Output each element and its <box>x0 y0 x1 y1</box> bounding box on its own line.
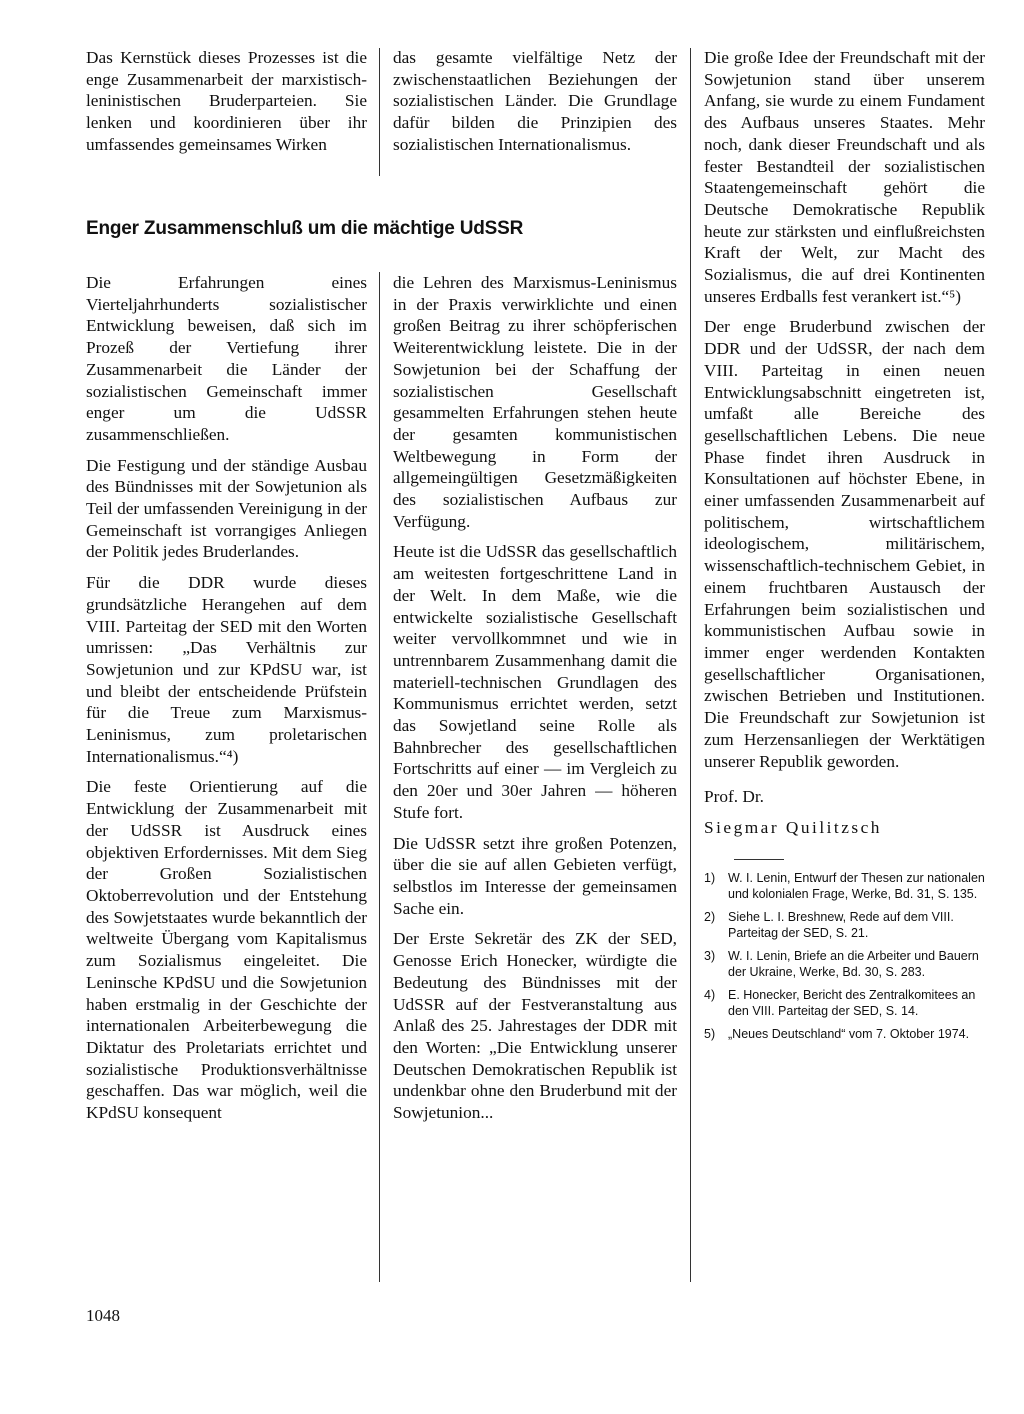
paragraph: Der enge Bruderbund zwischen der DDR und der UdSSR, der nach dem VIII. Parteitag in einen neuen Entwicklungsabschnitt eingetreten ist, umfaßt alle Bereiche des gesellschaftlichen Lebens. Die neue Phase findet ihren Ausdruck in Konsultationen auf höchster Ebene, in einer umfassenden Zusammenarbeit auf politischem, wirtschaftlichem ideologischem, militärischem, wissenschaftlich-technischem Gebiet, in einem fruchtbaren Austausch der Erfahrungen beim sozialistischen und kommunistischen Aufbau sowie in immer enger werdenden Kontakten gesellschaftlicher Organisationen, zwischen Betrieben und Institutionen. Die Freundschaft zur Sowjetunion ist zum Herzensanliegen der Werktätigen unserer Republik geworden. <box>704 317 985 771</box>
footnote-mark: 3) <box>704 948 716 963</box>
paragraph: Heute ist die UdSSR das gesellschaftlich am weitesten fortgeschrittene Land in der Welt. In dem Maße, wie die entwickelte sozialistische Gesellschaft weiter vervollkommnet und wie in untrennbarem Zusammenhang damit die materiell-technischen Grundlagen des Kommunismus errichtet werden, setzt das Sowjetland seine Rolle als Bahnbrecher des gesellschaftlichen Fortschritts auf einer — im Vergleich zu den 20er und 30er Jahren — höheren Stufe fort. <box>393 542 677 822</box>
footnote-text: W. I. Lenin, Briefe an die Arbeiter und Bauern der Ukraine, Werke, Bd. 30, S. 283. <box>728 948 979 979</box>
author-name: Siegmar Quilitzsch <box>704 817 882 837</box>
footnote-text: Siehe L. I. Breshnew, Rede auf dem VIII. Parteitag der SED, S. 21. <box>728 909 954 940</box>
footnote <box>704 870 985 902</box>
paragraph: Die große Idee der Freundschaft mit der Sowjetunion stand über unserem Anfang, sie wurde zu einem Fundament des Aufbaus unseres Staates. Mehr noch, dank dieser Freundschaft und als fester Bestandteil der sozialistischen Staatengemeinschaft gehört die Deutsche Demokratische Republik heute zur stärksten und einflußreichsten Kraft der Welt, zur Macht des Sozialismus, die auf drei Kontinenten unseres Erdballs fest verankert ist.“⁵) <box>704 48 985 306</box>
footnote-text: W. I. Lenin, Entwurf der Thesen zur nationalen und kolonialen Frage, Werke, Bd. 31, S. 135. <box>728 870 985 901</box>
footnote-mark: 2) <box>704 909 716 924</box>
body-col3 <box>704 47 985 1049</box>
footnote-text: „Neues Deutschland“ vom 7. Oktober 1974. <box>728 1026 970 1041</box>
paragraph: Der Erste Sekretär des ZK der SED, Genosse Erich Honecker, würdigte die Bedeutung des Bündnisses mit der UdSSR auf der Festveranstaltung aus Anlaß des 25. Jahrestages der DDR mit den Worten: „Die Entwicklung unserer Deutschen Demokratischen Republik ist undenkbar ohne den Bruderbund mit der Sowjetunion... <box>393 929 677 1123</box>
section-heading: Enger Zusammenschluß um die mächtige UdSSR <box>86 218 524 239</box>
footnote <box>704 987 985 1019</box>
paragraph: Die Erfahrungen eines Vierteljahrhunderts sozialistischer Entwicklung beweisen, daß sich im Prozeß der Vertiefung ihrer Zusammenarbeit die Länder der sozialistischen Gemeinschaft immer enger um die UdSSR zusammenschließen. <box>86 273 367 444</box>
page-number: 1048 <box>86 1306 120 1325</box>
paragraph: Die Festigung und der ständige Ausbau des Bündnisses mit der Sowjetunion als Teil der umfassenden Vereinigung in der Gemeinschaft ist vorrangiges Anliegen der Politik jedes Bruderlandes. <box>86 455 367 562</box>
footnote-mark: 1) <box>704 870 716 885</box>
top-col2 <box>393 47 677 165</box>
footnote-mark: 4) <box>704 987 716 1002</box>
top-col1 <box>86 47 367 165</box>
paragraph: Für die DDR wurde dieses grundsätzliche Herangehen auf dem VIII. Parteitag der SED mit den Worten umrissen: „Das Verhältnis zur Sowjetunion und zur KPdSU war, ist und bleibt der entscheidende Prüfstein für die Treue zum Marxismus-Leninismus, zum proletarischen Internationalismus.“⁴) <box>86 573 367 766</box>
column-divider <box>379 272 380 1282</box>
paragraph: Das Kernstück dieses Prozesses ist die enge Zusammenarbeit der marxistisch-leninistischen Bruderparteien. Sie lenken und koordinieren über ihr umfassendes gemeinsames Wirken <box>86 48 367 154</box>
footnote <box>704 1026 985 1042</box>
footnote-rule <box>734 859 784 860</box>
column-divider <box>690 48 691 1282</box>
body-col2 <box>393 272 677 1133</box>
paragraph: das gesamte vielfältige Netz der zwischenstaatlichen Beziehungen der sozialistischen Länder. Die Grundlage dafür bilden die Prinzipien des sozialistischen Internationalismus. <box>393 48 677 154</box>
footnote <box>704 909 985 941</box>
body-col1 <box>86 272 367 1133</box>
footnote-mark: 5) <box>704 1026 716 1041</box>
column-divider <box>379 48 380 176</box>
paragraph: die Lehren des Marxismus-Leninismus in der Praxis verwirklichte und einen großen Beitrag zu ihrer schöpferischen Weiterentwicklung leistete. Die in der Sowjetunion bei der Schaffung der sozialistischen Gesellschaft gesammelten Erfahrungen stehen heute der gesamten kommunistischen Weltbewegung in Form der allgemeingültigen Gesetzmäßigkeiten des sozialistischen Aufbaus zur Verfügung. <box>393 273 677 531</box>
author-title: Prof. Dr. <box>704 787 765 807</box>
footnote-text: E. Honecker, Bericht des Zentralkomitees an den VIII. Parteitag der SED, S. 14. <box>728 987 976 1018</box>
paragraph: Die feste Orientierung auf die Entwicklung der Zusammenarbeit mit der UdSSR ist Ausdruck eines objektiven Erfordernisses. Mit dem Sieg der Großen Sozialistischen Oktoberrevolution und der Entstehung des Sowjetstaates wurde bekanntlich der weltweite Übergang vom Kapitalismus zum Sozialismus eingeleitet. Die Leninsche KPdSU und die Sowjetunion haben erstmalig in der Geschichte der internationalen Arbeiterbewegung die Diktatur des Proletariats errichtet und sozialistische Produktionsverhältnisse geschaffen. Das war möglich, weil die KPdSU konsequent <box>86 777 367 1123</box>
paragraph: Die UdSSR setzt ihre großen Potenzen, über die sie auf allen Gebieten verfügt, selbstlos im Interesse der gemeinsamen Sache ein. <box>393 833 677 918</box>
footnote <box>704 948 985 980</box>
